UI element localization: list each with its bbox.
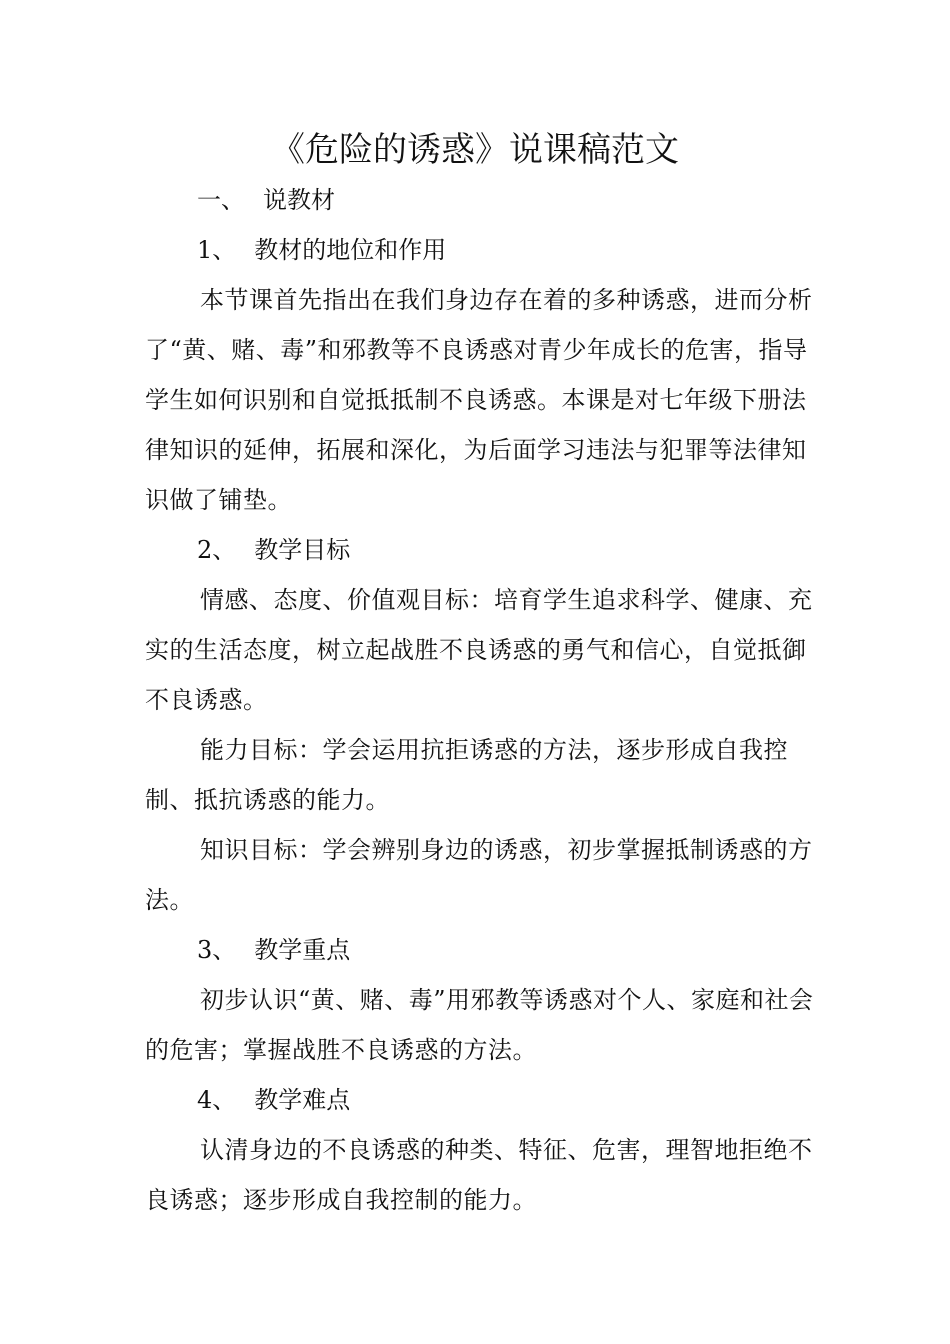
subsection-heading-position (145, 225, 815, 275)
paragraph-ability-objective: 能力目标：学会运用抗拒诱惑的方法，逐步形成自我控制、抵抗诱惑的能力。 (145, 736, 788, 814)
subsection-number: 1、 (197, 236, 237, 264)
page-title: 《危险的诱惑》说课稿范文 (271, 130, 679, 170)
paragraph-knowledge-objective: 知识目标：学会辨别身边的诱惑，初步掌握抵制诱惑的方法。 (145, 836, 813, 914)
subsection-heading-text: 教学重点 (254, 936, 351, 964)
paragraph-key-points: 初步认识“黄、赌、毒”用邪教等诱惑对个人、家庭和社会的危害；掌握战胜不良诱惑的方法。 (145, 986, 814, 1064)
section-number: 一、 (197, 186, 245, 214)
paragraph-position-role: 本节课首先指出在我们身边存在着的多种诱惑，进而分析了“黄、赌、毒”和邪教等不良诱惑对青少年成长的危害，指导学生如何识别和自觉抵抵制不良诱惑。本课是对七年级下册法律知识的延伸，拓展和深化，为后面学习违法与犯罪等法律知识做了铺垫。 (145, 286, 813, 514)
subsection-heading-text: 教学难点 (254, 1086, 351, 1114)
section-heading-shuo-jiaocai (145, 175, 815, 225)
section-heading-text: 说教材 (263, 186, 335, 214)
subsection-number: 4、 (197, 1086, 237, 1114)
subsection-heading-difficulties (145, 1075, 815, 1125)
subsection-heading-text: 教学目标 (254, 536, 351, 564)
paragraph-difficulties: 认清身边的不良诱惑的种类、特征、危害，理智地拒绝不良诱惑；逐步形成自我控制的能力。 (145, 1136, 813, 1214)
subsection-number: 3、 (197, 936, 237, 964)
paragraph-emotion-objective: 情感、态度、价值观目标：培育学生追求科学、健康、充实的生活态度，树立起战胜不良诱惑的勇气和信心，自觉抵御不良诱惑。 (145, 586, 813, 714)
document-body (145, 175, 815, 1225)
subsection-heading-text: 教材的地位和作用 (254, 236, 447, 264)
subsection-heading-objectives (145, 525, 815, 575)
subsection-number: 2、 (197, 536, 237, 564)
subsection-heading-key-points (145, 925, 815, 975)
